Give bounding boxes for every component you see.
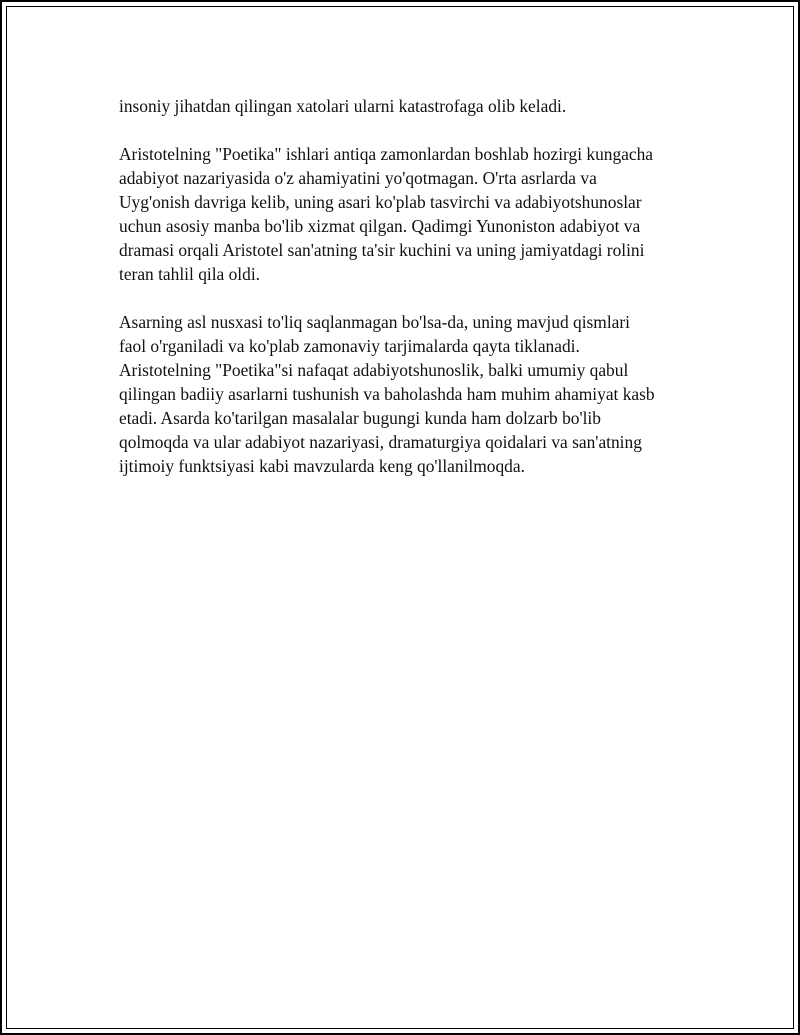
text-line: adabiyot nazariyasida o'z ahamiyatini yo'qotmagan. O'rta asrlarda va (119, 168, 597, 188)
text-line: Aristotelning "Poetika" ishlari antiqa zamonlardan boshlab hozirgi kungacha (119, 144, 654, 164)
text-line: dramasi orqali Aristotel san'atning ta'sir kuchini va uning jamiyatdagi rolini (119, 240, 645, 260)
text-line: uchun asosiy manba bo'lib xizmat qilgan. Qadimgi Yunoniston adabiyot va (119, 216, 641, 236)
paragraph-3 (119, 310, 699, 478)
text-line: Uyg'onish davriga kelib, uning asari ko'plab tasvirchi va adabiyotshunoslar (119, 192, 642, 212)
paragraph-2 (119, 142, 699, 286)
text-line: qilingan badiiy asarlarni tushunish va baholashda ham muhim ahamiyat kasb (119, 384, 655, 404)
document-body (119, 94, 699, 502)
text-line: Asarning asl nusxasi to'liq saqlanmagan bo'lsa-da, uning mavjud qismlari (119, 312, 630, 332)
paragraph-1 (119, 94, 699, 118)
text-line: Aristotelning "Poetika"si nafaqat adabiyotshunoslik, balki umumiy qabul (119, 360, 629, 380)
text-line: qolmoqda va ular adabiyot nazariyasi, dramaturgiya qoidalari va san'atning (119, 432, 642, 452)
text-line: teran tahlil qila oldi. (119, 264, 261, 284)
text-line: etadi. Asarda ko'tarilgan masalalar bugungi kunda ham dolzarb bo'lib (119, 408, 601, 428)
text-line: faol o'rganiladi va ko'plab zamonaviy tarjimalarda qayta tiklanadi. (119, 336, 580, 356)
text-line: insoniy jihatdan qilingan xatolari ularni katastrofaga olib keladi. (119, 96, 567, 116)
text-line: ijtimoiy funktsiyasi kabi mavzularda keng qo'llanilmoqda. (119, 456, 525, 476)
